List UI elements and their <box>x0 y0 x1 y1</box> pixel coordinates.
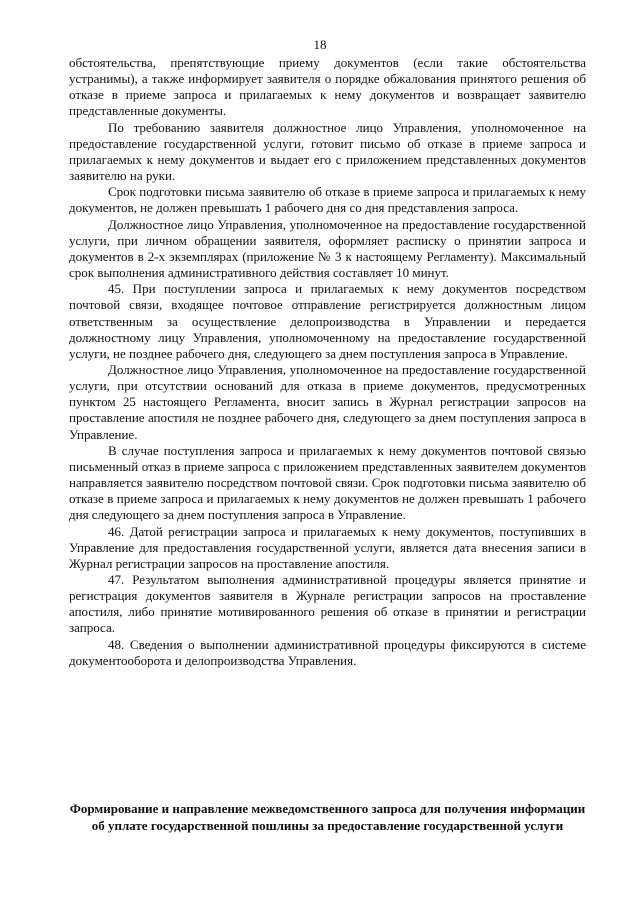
paragraph-1: обстоятельства, препятствующие приему документов (если такие обстоятельства устранимы), а также информирует заявителя о порядке обжалования принятого решения об отказе в приеме запроса и прилагаемых к нему документов и возвращает заявителю представленные документы. <box>69 55 586 119</box>
paragraph-7: В случае поступления запроса и прилагаемых к нему документов почтовой связью письменный отказ в приеме запроса с приложением представленных заявителем документов направляется заявителю посредством почтовой связи. Срок подготовки письма заявителю об отказе в приеме запроса и прилагаемых к нему документов не должен превышать 1 рабочего дня следующего за днем поступления запроса в Управление. <box>69 442 586 523</box>
paragraph-10: 48. Сведения о выполнении административной процедуры фиксируются в системе документооборота и делопроизводства Управления. <box>69 636 586 668</box>
paragraph-2: По требованию заявителя должностное лицо Управления, уполномоченное на предоставление государственной услуги, готовит письмо об отказе в приеме запроса и прилагаемых к нему документов и выдает его с приложением представленных документов заявителю на руки. <box>69 119 586 184</box>
section-heading: Формирование и направление межведомственного запроса для получения информации об уплате государственной пошлины за предоставление государственной услуги <box>69 801 586 833</box>
paragraph-8: 46. Датой регистрации запроса и прилагаемых к нему документов, поступивших в Управление для предоставления государственной услуги, является дата внесения записи в Журнал регистрации запросов на проставление апостиля. <box>69 523 586 571</box>
paragraph-3: Срок подготовки письма заявителю об отказе в приеме запроса и прилагаемых к нему документов, не должен превышать 1 рабочего дня со дня представления запроса. <box>69 184 586 216</box>
page-number: 18 <box>313 37 327 52</box>
paragraph-9: 47. Результатом выполнения административной процедуры является принятие и регистрация документов заявителя в Журнале регистрации запросов на проставление апостиля, либо принятие мотивированного решения об отказе в принятии и регистрации запроса. <box>69 572 586 636</box>
document-body <box>69 55 586 669</box>
paragraph-4: Должностное лицо Управления, уполномоченное на предоставление государственной услуги, при личном обращении заявителя, оформляет расписку о принятии запроса и документов в 2-х экземплярах (приложение № 3 к настоящему Регламенту). Максимальный срок выполнения административного действия составляет 10 минут. <box>69 216 586 281</box>
paragraph-5: 45. При поступлении запроса и прилагаемых к нему документов посредством почтовой связи, входящее почтовое отправление регистрируется должностным лицом ответственным за осуществление делопроизводства в Управлении и передается должностному лицу Управления, уполномоченному на предоставление государственной услуги, не позднее рабочего дня, следующего за днем поступления запроса в Управление. <box>69 281 586 361</box>
paragraph-6: Должностное лицо Управления, уполномоченное на предоставление государственной услуги, при отсутствии оснований для отказа в приеме документов, предусмотренных пунктом 25 настоящего Регламента, вносит запись в Журнал регистрации запросов на проставление апостиля не позднее рабочего дня, следующего за днем поступления запроса в Управление. <box>69 361 586 442</box>
